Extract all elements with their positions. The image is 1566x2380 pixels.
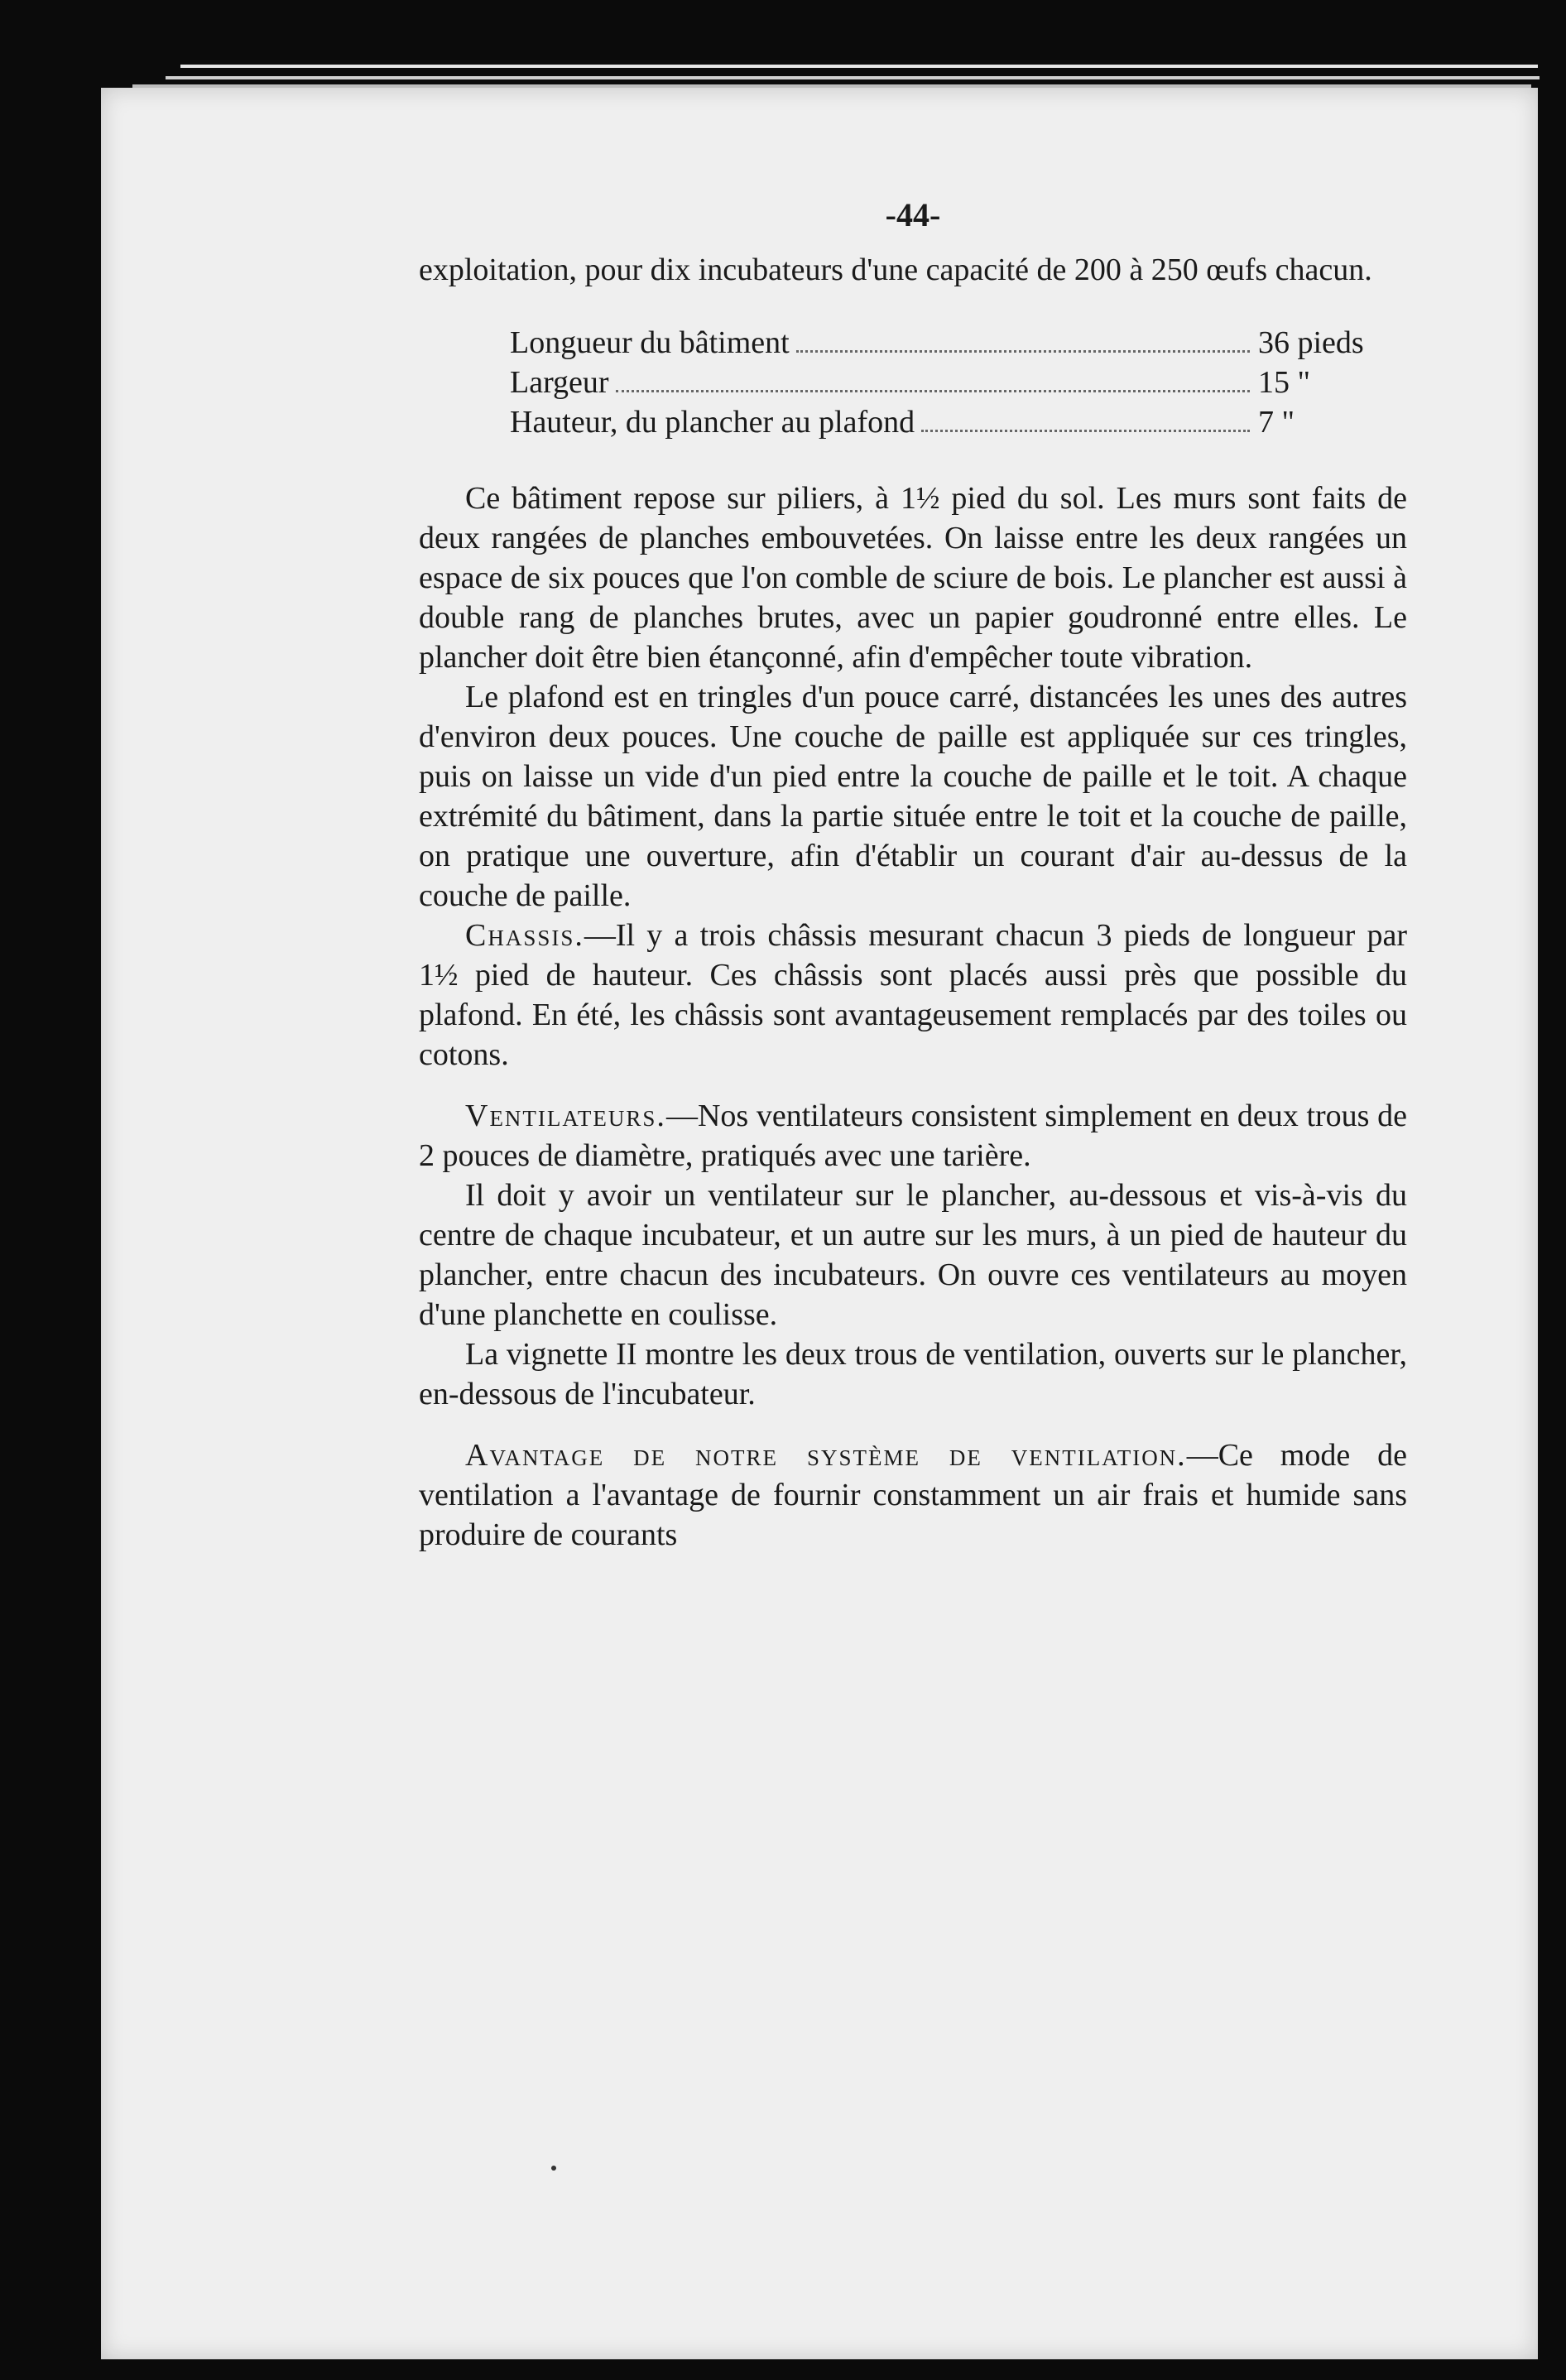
dimension-value: 7 " xyxy=(1258,405,1295,440)
page-content xyxy=(419,195,1407,1555)
body-paragraph: La vignette II montre les deux trous de ventilation, ouverts sur le plancher, en-dessous de l'incubateur. xyxy=(419,1337,1407,1411)
avantage-paragraph xyxy=(419,1435,1407,1555)
body-paragraph: Ce bâtiment repose sur piliers, à 1½ pied du sol. Les murs sont faits de deux rangées de planches embouvetées. On laisse entre les deux rangées un espace de six pouces que l'on comble de sciure de bois. Le plancher est aussi à double rang de planches brutes, avec un papier goudronné entre elles. Le plancher doit être bien étançonné, afin d'empêcher toute vibration. xyxy=(419,481,1407,675)
ventilateurs-heading: Ventilateurs. xyxy=(465,1099,666,1133)
ventilateurs-paragraph xyxy=(419,1096,1407,1176)
body-paragraph: Il doit y avoir un ventilateur sur le plancher, au-dessous et vis-à-vis du centre de chaque incubateur, et un autre sur les murs, à un pied de hauteur du plancher, entre chacun des incubateurs. On ouvre ces ventilateurs au moyen d'une planchette en coulisse. xyxy=(419,1178,1407,1332)
dimension-row xyxy=(510,402,1407,442)
dimension-value: 15 " xyxy=(1258,365,1311,400)
dimension-label: Longueur du bâtiment xyxy=(510,325,790,360)
leader-dots xyxy=(921,430,1250,432)
spacer xyxy=(419,1414,1407,1435)
spacer xyxy=(419,1075,1407,1096)
dimension-label: Hauteur, du plancher au plafond xyxy=(510,405,915,440)
chassis-text: —Il y a trois châssis mesurant chacun 3 pieds de longueur par 1½ pied de hauteur. Ces châssis sont placés aussi près que possible du plafond. En été, les châssis sont avantageusement remplacés par des toiles ou cotons. xyxy=(419,918,1407,1072)
intro-paragraph: exploitation, pour dix incubateurs d'une capacité de 200 à 250 œufs chacun. xyxy=(419,252,1372,287)
ventilateurs-text: —Nos ventilateurs consistent simplement en deux trous de 2 pouces de diamètre, pratiqués avec une tarière. xyxy=(419,1099,1407,1173)
page-edge xyxy=(166,76,1540,79)
leader-dots xyxy=(616,390,1250,392)
dimension-row xyxy=(510,363,1407,402)
dimension-row xyxy=(510,323,1407,363)
page-edge xyxy=(180,65,1538,68)
avantage-text: —Ce mode de ventilation a l'avantage de fournir constamment un air frais et humide sans produire de courants xyxy=(419,1438,1407,1552)
chassis-paragraph xyxy=(419,916,1407,1075)
dimension-value: 36 pieds xyxy=(1258,325,1364,360)
speck xyxy=(551,2166,556,2171)
dimensions-table xyxy=(419,323,1407,442)
dimension-label: Largeur xyxy=(510,365,609,400)
chassis-heading: Chassis. xyxy=(465,918,584,953)
leader-dots xyxy=(796,350,1250,353)
page-number: -44- xyxy=(885,196,941,233)
body-paragraph: Le plafond est en tringles d'un pouce carré, distancées les unes des autres d'environ deux pouces. Une couche de paille est appliquée sur ces tringles, puis on laisse un vide d'un pied entre la couche de paille et le toit. A chaque extrémité du bâtiment, dans la partie située entre le toit et la couche de paille, on pratique une ouverture, afin d'établir un courant d'air au-dessus de la couche de paille. xyxy=(419,680,1407,913)
avantage-heading: Avantage de notre système de ventilation. xyxy=(465,1438,1187,1473)
